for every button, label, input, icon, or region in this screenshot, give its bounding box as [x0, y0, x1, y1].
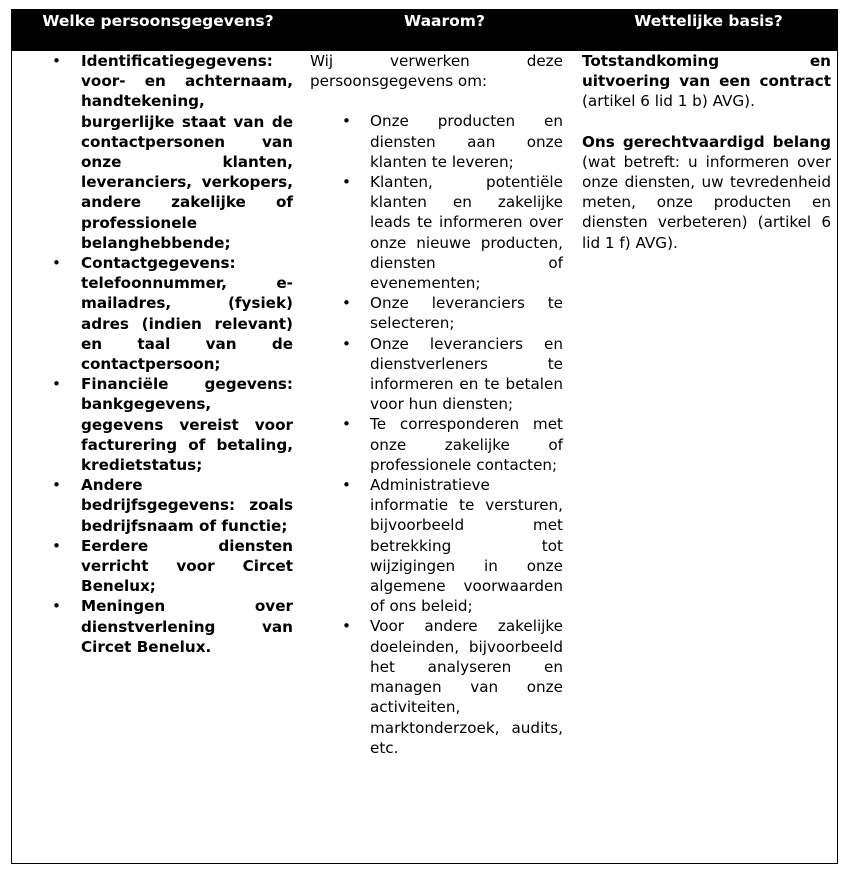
column-legal-basis	[581, 51, 833, 273]
bullet-icon: •	[342, 334, 351, 353]
purposes-list	[309, 111, 571, 758]
list-item-text: Identificatiegegevens: voor- en achternaam, handtekening, burgerlijke staat van de contactpersonen van onze klanten, leveranciers, verkopers, andere zakelijke of professionele belanghebbende;	[81, 52, 293, 252]
legal-basis-legitimate-interest	[581, 132, 833, 253]
header-why: Waarom?	[404, 12, 485, 30]
list-item	[12, 596, 304, 657]
list-item-text: Klanten, potentiële klanten en zakelijke leads te informeren over onze nieuwe producten, diensten of evenementen;	[370, 173, 563, 293]
list-item	[12, 374, 304, 475]
list-item	[12, 475, 304, 536]
list-item	[309, 616, 571, 757]
list-item-text: Andere bedrijfsgegevens: zoals bedrijfsnaam of functie;	[81, 476, 293, 535]
list-item-text: Onze leveranciers te selecteren;	[370, 294, 563, 333]
list-item	[309, 334, 571, 415]
list-item	[309, 293, 571, 333]
list-item-text: Financiële gegevens: bankgegevens, gegevens vereist voor facturering of betaling, kredietstatus;	[81, 375, 293, 475]
legal-basis-detail: (wat betreft: u informeren over onze diensten, uw tevredenheid meten, onze producten en diensten verbeteren) (artikel 6 lid 1 f) AVG).	[582, 152, 831, 252]
legal-basis-detail: (artikel 6 lid 1 b) AVG).	[582, 92, 755, 111]
legal-basis-title: Ons gerechtvaardigd belang	[582, 132, 831, 151]
legal-basis-contract	[581, 51, 833, 112]
list-item	[12, 253, 304, 374]
purposes-intro-line2: persoonsgegevens om:	[310, 72, 488, 91]
list-item-text: Eerdere diensten verricht voor Circet Benelux;	[81, 536, 293, 596]
privacy-table	[11, 9, 838, 864]
legal-basis-title: Totstandkoming en uitvoering van een contract	[582, 52, 831, 91]
table-header-row	[12, 10, 837, 51]
list-item	[309, 414, 571, 475]
bullet-icon: •	[52, 536, 61, 555]
bullet-icon: •	[52, 597, 61, 616]
list-item-text: Onze leveranciers en dienstverleners te informeren en te betalen voor hun diensten;	[370, 334, 563, 414]
bullet-icon: •	[342, 173, 351, 192]
list-item-text: Onze producten en diensten aan onze klanten te leveren;	[370, 112, 563, 171]
bullet-icon: •	[342, 294, 351, 313]
bullet-icon: •	[52, 476, 61, 495]
bullet-icon: •	[342, 617, 351, 636]
bullet-icon: •	[342, 415, 351, 434]
list-item	[12, 536, 304, 597]
bullet-icon: •	[52, 52, 61, 70]
purposes-intro-line1: Wij verwerken deze	[310, 52, 563, 70]
column-personal-data	[12, 51, 304, 657]
list-item-text: Administratieve informatie te versturen, bijvoorbeeld met betrekking tot wijzigingen in onze algemene voorwaarden of ons beleid;	[370, 476, 563, 616]
list-item-text: Contactgegevens: telefoonnummer, e-mailadres, (fysiek) adres (indien relevant) en taal van de contactpersoon;	[81, 254, 293, 374]
bullet-icon: •	[52, 254, 61, 273]
list-item	[309, 172, 571, 293]
list-item-text: Te corresponderen met onze zakelijke of professionele contacten;	[370, 415, 563, 474]
list-item	[309, 111, 571, 172]
list-item-text: Meningen over dienstverlening van Circet Benelux.	[81, 597, 293, 656]
bullet-icon: •	[52, 375, 61, 394]
list-item	[12, 51, 304, 253]
bullet-icon: •	[342, 112, 351, 131]
column-purposes	[309, 51, 571, 758]
data-categories-list	[12, 51, 304, 657]
header-personal-data: Welke persoonsgegevens?	[42, 12, 274, 30]
bullet-icon: •	[342, 476, 351, 495]
list-item	[309, 475, 571, 616]
list-item-text: Voor andere zakelijke doeleinden, bijvoorbeeld het analyseren en managen van onze activiteiten, marktonderzoek, audits, etc.	[370, 617, 563, 757]
header-legal-basis: Wettelijke basis?	[634, 12, 783, 30]
